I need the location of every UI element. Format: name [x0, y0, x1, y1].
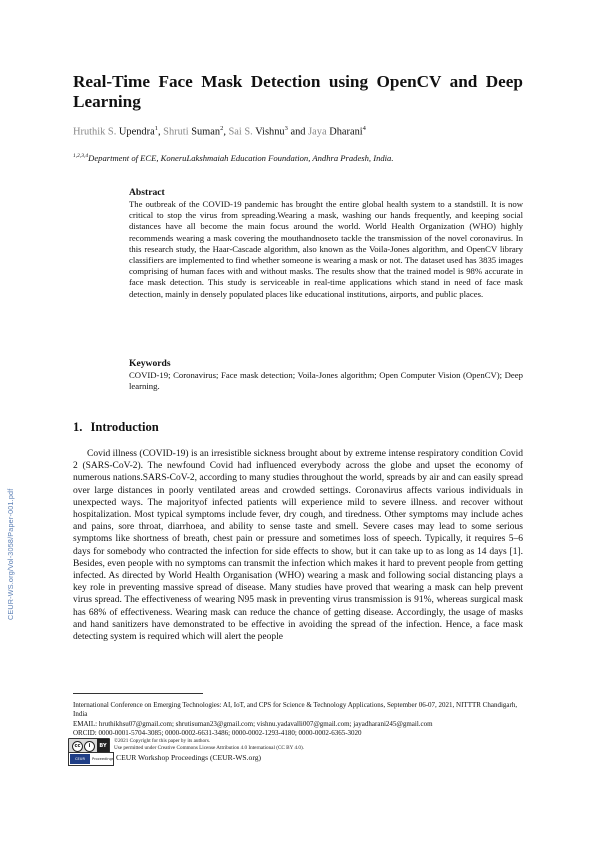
affiliation — [73, 151, 533, 164]
keywords-text: COVID-19; Coronavirus; Face mask detection; Voila-Jones algorithm; Open Computer Vision (OpenCV); Deep learning. — [129, 370, 523, 392]
author-family-name: Vishnu — [255, 126, 285, 138]
paper-title: Real-Time Face Mask Detection using OpenCV and Deep Learning — [73, 72, 523, 111]
keywords-heading: Keywords — [129, 358, 171, 369]
affiliation-sup: 1,2,3,4 — [73, 153, 89, 159]
author-affil-sup: 4 — [362, 125, 366, 132]
author-given-name: Sai S. — [228, 126, 253, 138]
author-family-name: Upendra — [118, 126, 155, 138]
side-identifier-text: CEUR-WS.org/Vol-3058/Paper-001.pdf — [6, 488, 15, 620]
author-separator: , — [157, 126, 161, 138]
author-family-name: Dharani — [329, 126, 363, 138]
license-text — [114, 738, 304, 751]
author-given-name: Shruti — [163, 126, 189, 138]
cc-circle-icon: cc — [72, 741, 83, 752]
side-identifier — [6, 420, 20, 620]
footnote-email: EMAIL: hruthikhsu07@gmail.com; shrutisuman23@gmail.com; vishnu.yadavalli007@gmail.com; jayadharani245@gmail.com — [73, 720, 433, 728]
author-separator: , — [223, 126, 226, 138]
license-copyright: ©2021 Copyright for this paper by its authors. — [114, 738, 211, 744]
author-affil-sup: 3 — [284, 125, 288, 132]
ceur-proceedings-text: CEUR Workshop Proceedings (CEUR-WS.org) — [116, 753, 262, 762]
footnote-orcid: ORCID: 0000-0001-5704-3085; 0000-0002-6631-3486; 0000-0002-1293-4180; 0000-0002-6365-3020 — [73, 729, 362, 737]
abstract-heading: Abstract — [129, 187, 165, 198]
license-terms: Use permitted under Creative Commons License Attribution 4.0 International (CC BY 4.0). — [114, 744, 304, 751]
person-icon: i — [84, 741, 95, 752]
author-family-name: Suman — [191, 126, 221, 138]
section-heading — [73, 420, 159, 435]
author-and: and — [290, 126, 306, 138]
ceur-logo-left: CEUR Workshop — [70, 754, 90, 764]
section-number: 1. — [73, 420, 83, 434]
cc-by-label: BY — [97, 739, 109, 753]
affiliation-text: Department of ECE, KoneruLakshmaiah Education Foundation, Andhra Pradesh, India. — [88, 152, 394, 163]
footnote-conference: International Conference on Emerging Technologies: AI, IoT, and CPS for Science & Technology Applications, September 06-07, 2021, NITTTR Chandigarh, India — [73, 701, 518, 718]
abstract-text: The outbreak of the COVID-19 pandemic has brought the entire global health system to a standstill. It is now critical to stop the virus from spreading.Wearing a mask, washing our hands frequently, and keeping social distances have all become the main focus around the world. World Health Organization (WHO) highly recommends wearing a mask covering the mouthandnoseto tackle the transmission of the novel coronavirus. In this research study, the Haar-Cascade algorithm, also known as the Voila-Jones algorithm, and OpenCV library classifiers are implemented to find whether someone is wearing a mask or not. The dataset used has 3835 images comprising of human faces with and without masks. The results show that the trained model is 98% accurate in face mask detection. This study is serviceable in real-time applications which stand in need of face mask detection, mainly in densely populated places like educational institutions, airports, and public places. — [129, 199, 523, 299]
ceur-logo-right: Proceedings — [92, 757, 114, 761]
author-list — [73, 122, 523, 138]
introduction-paragraph: Covid illness (COVID-19) is an irresistible sickness brought about by extreme intense respiratory condition Covid 2 (SARS-CoV-2). The newfound Covid had influenced everybody across the globe and upset the economy of numerous nations.SARS-CoV-2, according to many studies throughout the world, spreads by air and can easily spread over large distances in poorly ventilated areas and crowded settings. Coronavirus affects various individuals in unexpected ways. The majorityof infected patients will experience mild to severe illness. and recover without hospitalization. Most typical symptoms include fever, dry cough, and tiredness. Other symptoms may include aches and pains, sore throat, diarrhoea, and ability to sense taste and smell. Severe cases may lead to some serious symptoms like shortness of breath, chest pain or pressure and sometimes loss of speech. Typically, it requires 5–6 days for somebody who contracted the infection for side effects to show, but it can take up to as long as 14 days [1]. Besides, even people with no symptoms can transmit the infection which makes it hard to prevent people from getting infected. As directed by World Health Organisation (WHO) wearing a mask and following social distancing plays a key role in preventing massive spread of disease. Many studies have proved that wearing a mask can help prevent virus spread. The effectiveness of wearing N95 mask in preventing virus transmission is 91%, whereas surgical mask has 68% of effectiveness. Wearing mask can reduce the chance of getting disease. Accordingly, the usage of masks and hand sanitizers have demonstrated to be effective in avoiding the spread of the infection. Hence, a face mask detecting system is required which will alert the people — [73, 449, 523, 643]
section-title: Introduction — [90, 420, 159, 434]
author-given-name: Hruthik S. — [73, 126, 117, 138]
author-given-name: Jaya — [308, 126, 327, 138]
author-affil-sup: 2 — [220, 125, 224, 132]
author-affil-sup: 1 — [154, 125, 158, 132]
footnote-rule — [73, 693, 203, 694]
ceur-logo-icon — [68, 752, 114, 771]
